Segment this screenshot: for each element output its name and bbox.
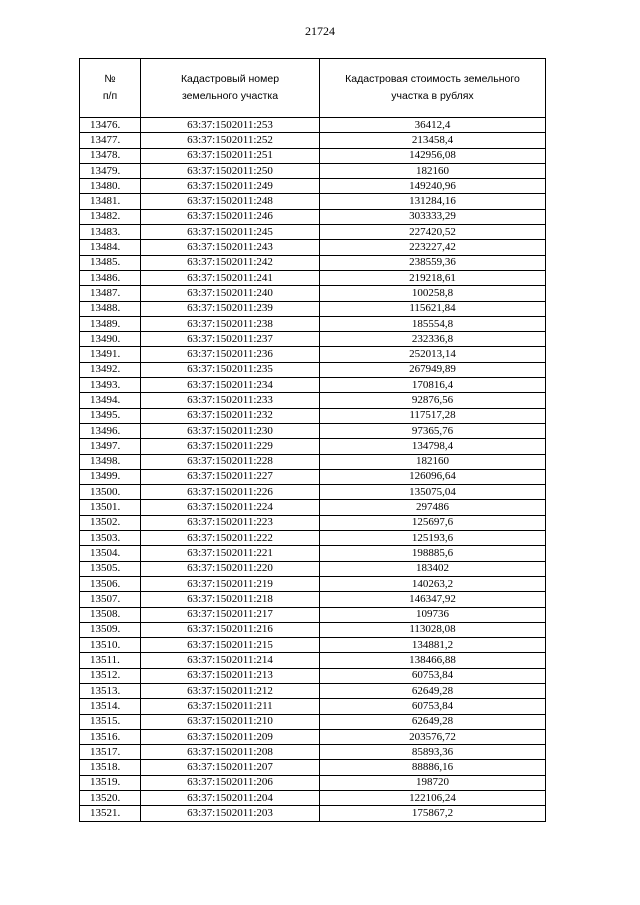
cadastral-value-cell: 182160: [320, 163, 546, 178]
table-row: [80, 653, 546, 668]
cadastral-number-cell: 63:37:1502011:226: [141, 485, 320, 500]
table-row: [80, 332, 546, 347]
cadastral-number-cell: 63:37:1502011:249: [141, 179, 320, 194]
cadastral-value-cell: 88886,16: [320, 760, 546, 775]
row-number-cell: 13485.: [80, 255, 141, 270]
row-number-cell: 13512.: [80, 668, 141, 683]
cadastral-value-cell: 60753,84: [320, 699, 546, 714]
cadastral-value-cell: 92876,56: [320, 393, 546, 408]
table-row: [80, 194, 546, 209]
row-number-cell: 13489.: [80, 316, 141, 331]
cadastral-number-cell: 63:37:1502011:206: [141, 775, 320, 790]
table-row: [80, 546, 546, 561]
table-row: [80, 133, 546, 148]
row-number-cell: 13478.: [80, 148, 141, 163]
row-number-cell: 13502.: [80, 515, 141, 530]
cadastral-number-cell: 63:37:1502011:241: [141, 270, 320, 285]
row-number-cell: 13518.: [80, 760, 141, 775]
cadastral-value-cell: 175867,2: [320, 806, 546, 821]
row-number-cell: 13503.: [80, 531, 141, 546]
table-row: [80, 362, 546, 377]
cadastral-number-cell: 63:37:1502011:207: [141, 760, 320, 775]
cadastral-number-cell: 63:37:1502011:215: [141, 638, 320, 653]
row-number-cell: 13514.: [80, 699, 141, 714]
row-number-cell: 13476.: [80, 118, 141, 133]
cadastral-value-cell: 62649,28: [320, 714, 546, 729]
row-number-cell: 13481.: [80, 194, 141, 209]
row-number-cell: 13521.: [80, 806, 141, 821]
row-number-cell: 13490.: [80, 332, 141, 347]
cadastral-value-cell: 126096,64: [320, 469, 546, 484]
cadastral-number-cell: 63:37:1502011:223: [141, 515, 320, 530]
cadastral-number-cell: 63:37:1502011:221: [141, 546, 320, 561]
cadastral-value-cell: 60753,84: [320, 668, 546, 683]
table-row: [80, 469, 546, 484]
table-row: [80, 806, 546, 821]
row-number-cell: 13501.: [80, 500, 141, 515]
cadastral-value-cell: 122106,24: [320, 791, 546, 806]
table-row: [80, 148, 546, 163]
cadastral-number-cell: 63:37:1502011:239: [141, 301, 320, 316]
table-row: [80, 561, 546, 576]
cadastral-number-cell: 63:37:1502011:222: [141, 531, 320, 546]
row-number-cell: 13495.: [80, 408, 141, 423]
cadastral-number-cell: 63:37:1502011:211: [141, 699, 320, 714]
table-row: [80, 316, 546, 331]
cadastral-value-cell: 113028,08: [320, 622, 546, 637]
row-number-cell: 13520.: [80, 791, 141, 806]
table-row: [80, 209, 546, 224]
row-number-cell: 13480.: [80, 179, 141, 194]
table-row: [80, 393, 546, 408]
table-row: [80, 378, 546, 393]
cadastral-value-cell: 227420,52: [320, 225, 546, 240]
cadastral-value-cell: 62649,28: [320, 683, 546, 698]
table-row: [80, 775, 546, 790]
cadastral-number-cell: 63:37:1502011:213: [141, 668, 320, 683]
row-number-cell: 13505.: [80, 561, 141, 576]
cadastral-value-cell: 85893,36: [320, 745, 546, 760]
cadastral-value-cell: 198720: [320, 775, 546, 790]
cadastral-number-cell: 63:37:1502011:234: [141, 378, 320, 393]
row-number-cell: 13507.: [80, 592, 141, 607]
cadastral-value-cell: 297486: [320, 500, 546, 515]
row-number-cell: 13483.: [80, 225, 141, 240]
table-row: [80, 622, 546, 637]
row-number-cell: 13494.: [80, 393, 141, 408]
table-row: [80, 423, 546, 438]
table-row: [80, 240, 546, 255]
row-number-cell: 13486.: [80, 270, 141, 285]
table-row: [80, 255, 546, 270]
cadastral-value-cell: 125193,6: [320, 531, 546, 546]
table-row: [80, 531, 546, 546]
cadastral-value-cell: 213458,4: [320, 133, 546, 148]
cadastral-number-cell: 63:37:1502011:214: [141, 653, 320, 668]
cadastral-number-cell: 63:37:1502011:250: [141, 163, 320, 178]
cadastral-value-cell: 252013,14: [320, 347, 546, 362]
cadastral-number-cell: 63:37:1502011:240: [141, 286, 320, 301]
cadastral-value-cell: 198885,6: [320, 546, 546, 561]
cadastral-value-cell: 185554,8: [320, 316, 546, 331]
table-row: [80, 638, 546, 653]
header-row-number: № п/п: [80, 59, 141, 118]
cadastral-number-cell: 63:37:1502011:246: [141, 209, 320, 224]
cadastral-number-cell: 63:37:1502011:248: [141, 194, 320, 209]
row-number-cell: 13515.: [80, 714, 141, 729]
cadastral-value-cell: 223227,42: [320, 240, 546, 255]
cadastral-number-cell: 63:37:1502011:220: [141, 561, 320, 576]
cadastral-number-cell: 63:37:1502011:224: [141, 500, 320, 515]
table-row: [80, 301, 546, 316]
cadastral-number-cell: 63:37:1502011:217: [141, 607, 320, 622]
cadastral-value-cell: 170816,4: [320, 378, 546, 393]
cadastral-value-cell: 267949,89: [320, 362, 546, 377]
table-row: [80, 592, 546, 607]
table-row: [80, 225, 546, 240]
cadastral-value-cell: 142956,08: [320, 148, 546, 163]
table-row: [80, 515, 546, 530]
table-body: [80, 118, 546, 822]
cadastral-value-cell: 36412,4: [320, 118, 546, 133]
cadastral-number-cell: 63:37:1502011:235: [141, 362, 320, 377]
table-row: [80, 439, 546, 454]
table-row: [80, 699, 546, 714]
cadastral-number-cell: 63:37:1502011:242: [141, 255, 320, 270]
cadastral-value-cell: 97365,76: [320, 423, 546, 438]
cadastral-number-cell: 63:37:1502011:251: [141, 148, 320, 163]
cadastral-number-cell: 63:37:1502011:229: [141, 439, 320, 454]
cadastral-number-cell: 63:37:1502011:209: [141, 729, 320, 744]
table-row: [80, 485, 546, 500]
cadastral-value-cell: 219218,61: [320, 270, 546, 285]
cadastral-number-cell: 63:37:1502011:208: [141, 745, 320, 760]
table-row: [80, 500, 546, 515]
table-row: [80, 179, 546, 194]
row-number-cell: 13504.: [80, 546, 141, 561]
table-row: [80, 745, 546, 760]
row-number-cell: 13482.: [80, 209, 141, 224]
cadastral-number-cell: 63:37:1502011:216: [141, 622, 320, 637]
row-number-cell: 13500.: [80, 485, 141, 500]
cadastral-value-cell: 238559,36: [320, 255, 546, 270]
table-row: [80, 668, 546, 683]
cadastral-number-cell: 63:37:1502011:253: [141, 118, 320, 133]
table-row: [80, 576, 546, 591]
row-number-cell: 13484.: [80, 240, 141, 255]
row-number-cell: 13517.: [80, 745, 141, 760]
row-number-cell: 13509.: [80, 622, 141, 637]
cadastral-number-cell: 63:37:1502011:219: [141, 576, 320, 591]
cadastral-number-cell: 63:37:1502011:232: [141, 408, 320, 423]
cadastral-value-cell: 303333,29: [320, 209, 546, 224]
table-header-row: [80, 59, 546, 118]
cadastral-number-cell: 63:37:1502011:230: [141, 423, 320, 438]
cadastral-value-cell: 134881,2: [320, 638, 546, 653]
cadastral-number-cell: 63:37:1502011:227: [141, 469, 320, 484]
cadastral-value-cell: 117517,28: [320, 408, 546, 423]
row-number-cell: 13506.: [80, 576, 141, 591]
table-row: [80, 607, 546, 622]
table-row: [80, 729, 546, 744]
cadastral-number-cell: 63:37:1502011:243: [141, 240, 320, 255]
table-row: [80, 347, 546, 362]
cadastral-value-cell: 138466,88: [320, 653, 546, 668]
cadastral-value-cell: 182160: [320, 454, 546, 469]
row-number-cell: 13491.: [80, 347, 141, 362]
cadastral-number-cell: 63:37:1502011:204: [141, 791, 320, 806]
row-number-cell: 13487.: [80, 286, 141, 301]
row-number-cell: 13516.: [80, 729, 141, 744]
cadastral-value-cell: 100258,8: [320, 286, 546, 301]
cadastral-number-cell: 63:37:1502011:218: [141, 592, 320, 607]
row-number-cell: 13498.: [80, 454, 141, 469]
cadastral-value-cell: 125697,6: [320, 515, 546, 530]
table-row: [80, 163, 546, 178]
row-number-cell: 13477.: [80, 133, 141, 148]
cadastral-value-cell: 140263,2: [320, 576, 546, 591]
cadastral-value-cell: 183402: [320, 561, 546, 576]
cadastral-number-cell: 63:37:1502011:238: [141, 316, 320, 331]
page-number: 21724: [305, 24, 335, 38]
cadastral-number-cell: 63:37:1502011:210: [141, 714, 320, 729]
cadastral-value-cell: 203576,72: [320, 729, 546, 744]
cadastral-value-cell: 232336,8: [320, 332, 546, 347]
table-row: [80, 286, 546, 301]
table-row: [80, 683, 546, 698]
cadastral-number-cell: 63:37:1502011:245: [141, 225, 320, 240]
table-row: [80, 454, 546, 469]
cadastral-number-cell: 63:37:1502011:236: [141, 347, 320, 362]
row-number-cell: 13511.: [80, 653, 141, 668]
row-number-cell: 13479.: [80, 163, 141, 178]
row-number-cell: 13492.: [80, 362, 141, 377]
table-row: [80, 408, 546, 423]
row-number-cell: 13519.: [80, 775, 141, 790]
cadastral-value-cell: 135075,04: [320, 485, 546, 500]
cadastral-number-cell: 63:37:1502011:228: [141, 454, 320, 469]
cadastral-value-cell: 149240,96: [320, 179, 546, 194]
cadastral-value-cell: 115621,84: [320, 301, 546, 316]
row-number-cell: 13510.: [80, 638, 141, 653]
row-number-cell: 13496.: [80, 423, 141, 438]
cadastral-value-cell: 146347,92: [320, 592, 546, 607]
table-row: [80, 791, 546, 806]
row-number-cell: 13488.: [80, 301, 141, 316]
cadastral-value-cell: 134798,4: [320, 439, 546, 454]
cadastral-number-cell: 63:37:1502011:237: [141, 332, 320, 347]
cadastral-value-cell: 109736: [320, 607, 546, 622]
table-row: [80, 118, 546, 133]
header-cadastral-number: Кадастровый номер земельного участка: [141, 59, 320, 118]
cadastral-number-cell: 63:37:1502011:233: [141, 393, 320, 408]
row-number-cell: 13493.: [80, 378, 141, 393]
row-number-cell: 13497.: [80, 439, 141, 454]
row-number-cell: 13508.: [80, 607, 141, 622]
cadastral-number-cell: 63:37:1502011:252: [141, 133, 320, 148]
table-row: [80, 270, 546, 285]
table-row: [80, 714, 546, 729]
cadastral-number-cell: 63:37:1502011:203: [141, 806, 320, 821]
header-cadastral-value: Кадастровая стоимость земельного участка в рублях: [320, 59, 546, 118]
row-number-cell: 13513.: [80, 683, 141, 698]
cadastral-value-table: [79, 58, 546, 822]
cadastral-number-cell: 63:37:1502011:212: [141, 683, 320, 698]
row-number-cell: 13499.: [80, 469, 141, 484]
cadastral-value-cell: 131284,16: [320, 194, 546, 209]
table-row: [80, 760, 546, 775]
